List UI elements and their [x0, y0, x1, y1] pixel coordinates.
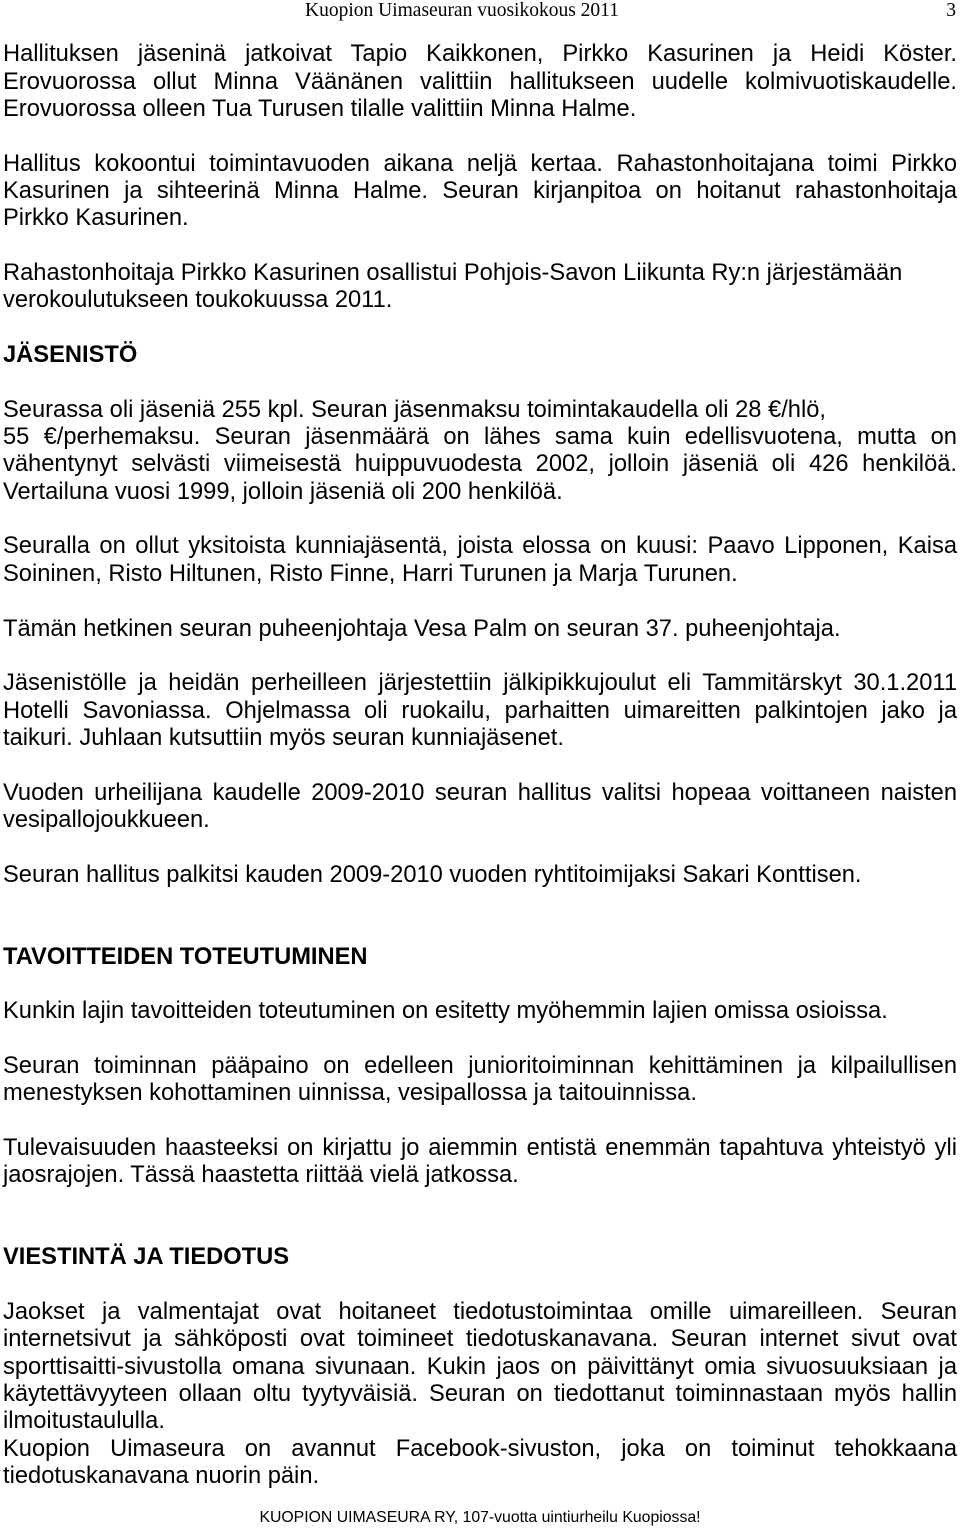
- paragraph: [3, 533, 957, 615]
- paragraph-line: Vertailuna vuosi 1999, jolloin jäseniä oli 200 henkilöä.: [3, 478, 563, 505]
- paragraph-line: tiedotuskanavana nuorin päin.: [3, 1463, 320, 1490]
- paragraph-line: Hallituksen jäseninä jatkoivat Tapio Kaikkonen, Pirkko Kasurinen ja Heidi Köster.: [3, 41, 957, 68]
- paragraph-line: Hotelli Savoniassa. Ohjelmassa oli ruokailu, parhaitten uimareitten palkintojen jako ja: [3, 697, 957, 724]
- paragraph-line: Kasurinen ja sihteerinä Minna Halme. Seuran kirjanpitoa on hoitanut rahastonhoitaja: [3, 178, 957, 205]
- paragraph-line: Soininen, Risto Hiltunen, Risto Finne, Harri Turunen ja Marja Turunen.: [3, 560, 738, 587]
- board-section: [3, 41, 957, 342]
- paragraph: [3, 1135, 957, 1217]
- paragraph-line: Tulevaisuuden haasteeksi on kirjattu jo aiemmin entistä enemmän tapahtuva yhteistyö yli: [3, 1135, 957, 1162]
- paragraph-line: Seurassa oli jäseniä 255 kpl. Seuran jäsenmaksu toimintakaudella oli 28 €/hlö,: [3, 396, 826, 423]
- paragraph-line: Seuralla on ollut yksitoista kunniajäsentä, joista elossa on kuusi: Paavo Lipponen, Kaisa: [3, 533, 957, 560]
- paragraph-line: Erovuorossa ollut Minna Väänänen valittiin hallitukseen uudelle kolmivuotiskaudelle.: [3, 68, 957, 95]
- paragraph-line: Pirkko Kasurinen.: [3, 205, 189, 232]
- section-heading: JÄSENISTÖ: [3, 342, 138, 369]
- paragraph-line: taikuri. Juhlaan kutsuttiin myös seuran kunniajäsenet.: [3, 724, 564, 751]
- running-header-title: Kuopion Uimaseuran vuosikokous 2011: [305, 0, 619, 21]
- page-number: 3: [946, 0, 956, 21]
- paragraph-line: Seuran hallitus palkitsi kauden 2009-2010 vuoden ryhtitoimijaksi Sakari Konttisen.: [3, 861, 862, 888]
- paragraph-line: Rahastonhoitaja Pirkko Kasurinen osallistui Pohjois-Savon Liikunta Ry:n järjestämään: [3, 260, 903, 287]
- document-body: [3, 41, 957, 1490]
- paragraph-line: Hallitus kokoontui toimintavuoden aikana neljä kertaa. Rahastonhoitajana toimi Pirkko: [3, 150, 957, 177]
- paragraph-line: vesipallojoukkueen.: [3, 806, 210, 833]
- paragraph: [3, 1299, 957, 1436]
- paragraph-line: verokoulutukseen toukokuussa 2011.: [3, 287, 393, 314]
- communication-section: [3, 1217, 957, 1490]
- paragraph: [3, 151, 957, 260]
- paragraph: [3, 397, 957, 534]
- paragraph: [3, 616, 957, 671]
- paragraph-line: 55 €/perhemaksu. Seuran jäsenmäärä on lähes sama kuin edellisvuotena, mutta on: [3, 424, 957, 451]
- section-heading: TAVOITTEIDEN TOTEUTUMINEN: [3, 943, 368, 970]
- paragraph: [3, 780, 957, 862]
- page-footer: KUOPION UIMASEURA RY, 107-vuotta uintiurheilu Kuopiossa!: [259, 1509, 701, 1526]
- paragraph-line: Erovuorossa olleen Tua Turusen tilalle valittiin Minna Halme.: [3, 95, 637, 122]
- paragraph-line: vähentynyt selvästi viimeisestä huippuvuodesta 2002, jolloin jäseniä oli 426 henkilöä.: [3, 451, 957, 478]
- paragraph-line: Kunkin lajin tavoitteiden toteutuminen on esitetty myöhemmin lajien omissa osioissa.: [3, 998, 888, 1025]
- paragraph-line: menestyksen kohottaminen uinnissa, vesipallossa ja taitouinnissa.: [3, 1080, 697, 1107]
- paragraph-line: ilmoitustaululla.: [3, 1408, 165, 1435]
- paragraph: [3, 670, 957, 779]
- paragraph-line: internetsivut ja sähköposti ovat toimineet tiedotuskanavana. Seuran internet sivut ovat: [3, 1326, 957, 1353]
- paragraph-line: jaosrajojen. Tässä haastetta riittää vielä jatkossa.: [3, 1162, 519, 1189]
- paragraph: [3, 41, 957, 150]
- section-heading: VIESTINTÄ JA TIEDOTUS: [3, 1244, 290, 1271]
- paragraph-line: Kuopion Uimaseura on avannut Facebook-sivuston, joka on toiminut tehokkaana: [3, 1435, 957, 1462]
- paragraph: [3, 1436, 957, 1491]
- paragraph-line: Tämän hetkinen seuran puheenjohtaja Vesa Palm on seuran 37. puheenjohtaja.: [3, 615, 841, 642]
- goals-section: [3, 916, 957, 1217]
- paragraph-line: Jäsenistölle ja heidän perheilleen järjestettiin jälkipikkujoulut eli Tammitärskyt 30.1.2011: [3, 670, 957, 697]
- paragraph: [3, 862, 957, 917]
- paragraph-line: sporttisaitti-sivustolla omana sivunaan. Kukin jaos on päivittänyt omia sivuosuuksiaan ja: [3, 1353, 957, 1380]
- membership-section: [3, 342, 957, 916]
- paragraph: [3, 260, 957, 342]
- paragraph-line: Jaokset ja valmentajat ovat hoitaneet tiedotustoimintaa omille uimareilleen. Seuran: [3, 1299, 957, 1326]
- paragraph: [3, 1053, 957, 1135]
- paragraph-line: Seuran toiminnan pääpaino on edelleen junioritoiminnan kehittäminen ja kilpailullisen: [3, 1053, 957, 1080]
- paragraph-line: Vuoden urheilijana kaudelle 2009-2010 seuran hallitus valitsi hopeaa voittaneen naisten: [3, 779, 957, 806]
- paragraph: [3, 998, 957, 1053]
- paragraph-line: käytettävyyteen ollaan oltu tyytyväisiä. Seuran on tiedottanut toiminnastaan myös hallin: [3, 1381, 957, 1408]
